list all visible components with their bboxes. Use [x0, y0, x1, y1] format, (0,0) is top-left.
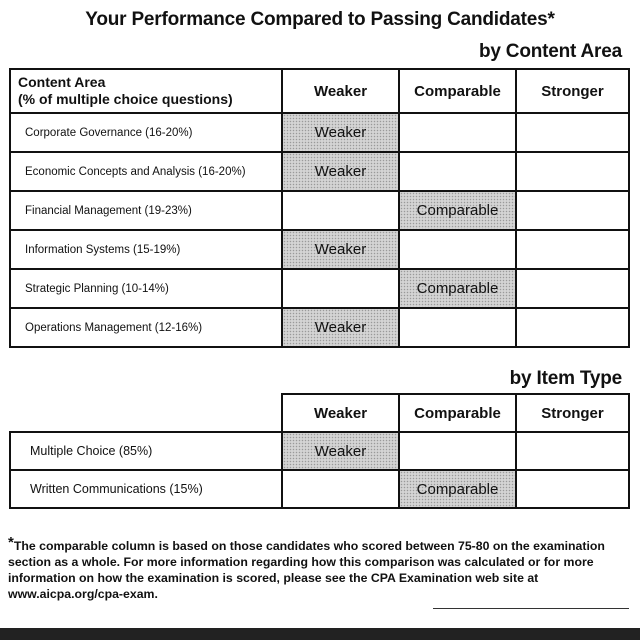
- result-cell-stronger: [516, 470, 629, 508]
- row-label: Information Systems (15-19%): [10, 230, 282, 269]
- result-cell-weaker: [282, 308, 399, 347]
- footnote-text: The comparable column is based on those candidates who scored between 75-80 on the examination section as a whole. For more information regarding how this comparison was calculated or for more information on how the examination is scored, please see the CPA Examination web site at www.aicpa.org/cpa-exam.: [8, 539, 605, 601]
- result-cell-weaker: [282, 269, 399, 308]
- footnote: [8, 534, 620, 602]
- result-cell-weaker: [282, 113, 399, 152]
- footnote-marker: *: [8, 534, 14, 551]
- result-mark: Weaker: [314, 163, 367, 180]
- result-mark: Weaker: [314, 319, 367, 336]
- column-header-stronger: Stronger: [516, 69, 629, 113]
- result-cell-stronger: [516, 432, 629, 470]
- table-header-row: [10, 69, 629, 113]
- result-cell-comparable: [399, 470, 516, 508]
- section-title-content-area: by Content Area: [478, 41, 622, 62]
- table-row: [10, 308, 629, 347]
- column-header-weaker: Weaker: [282, 69, 399, 113]
- result-cell-weaker: [282, 152, 399, 191]
- table-row: [10, 113, 629, 152]
- content-area-table: [9, 68, 630, 348]
- result-cell-comparable: [399, 269, 516, 308]
- result-cell-comparable: [399, 191, 516, 230]
- column-header-comparable: Comparable: [399, 69, 516, 113]
- result-cell-weaker: [282, 470, 399, 508]
- result-cell-stronger: [516, 113, 629, 152]
- row-label: Financial Management (19-23%): [10, 191, 282, 230]
- item-type-table: [9, 393, 630, 509]
- content-area-header-line1: Content Area: [18, 74, 106, 90]
- row-label: Economic Concepts and Analysis (16-20%): [10, 152, 282, 191]
- content-area-header-line2: (% of multiple choice questions): [18, 91, 233, 107]
- result-cell-weaker: [282, 191, 399, 230]
- column-header-stronger: Stronger: [516, 394, 629, 432]
- result-cell-comparable: [399, 113, 516, 152]
- result-mark: Weaker: [314, 241, 367, 258]
- table-row: [10, 191, 629, 230]
- row-label: Operations Management (12-16%): [10, 308, 282, 347]
- row-label: Strategic Planning (10-14%): [10, 269, 282, 308]
- signature-line: [433, 608, 629, 609]
- result-mark: Weaker: [314, 442, 367, 460]
- column-header-weaker: Weaker: [282, 394, 399, 432]
- result-cell-stronger: [516, 308, 629, 347]
- row-label: Written Communications (15%): [10, 470, 282, 508]
- result-cell-weaker: [282, 432, 399, 470]
- table-row: [10, 152, 629, 191]
- page-title: Your Performance Compared to Passing Candidates*: [85, 9, 555, 30]
- table-row: [10, 470, 629, 508]
- section-title-item-type: by Item Type: [509, 368, 622, 389]
- result-cell-stronger: [516, 269, 629, 308]
- blank-header-cell: [10, 394, 282, 432]
- result-cell-stronger: [516, 152, 629, 191]
- table-header-row: [10, 394, 629, 432]
- column-header-comparable: Comparable: [399, 394, 516, 432]
- result-mark: Weaker: [314, 124, 367, 141]
- result-mark: Comparable: [416, 202, 499, 219]
- row-label: Corporate Governance (16-20%): [10, 113, 282, 152]
- result-cell-comparable: [399, 230, 516, 269]
- result-cell-comparable: [399, 432, 516, 470]
- result-cell-comparable: [399, 152, 516, 191]
- content-area-header: [10, 69, 282, 113]
- result-mark: Comparable: [416, 480, 499, 498]
- result-cell-comparable: [399, 308, 516, 347]
- bottom-bar: [0, 628, 640, 640]
- result-cell-stronger: [516, 230, 629, 269]
- row-label: Multiple Choice (85%): [10, 432, 282, 470]
- table-row: [10, 230, 629, 269]
- table-row: [10, 432, 629, 470]
- result-cell-stronger: [516, 191, 629, 230]
- result-cell-weaker: [282, 230, 399, 269]
- result-mark: Comparable: [416, 280, 499, 297]
- table-row: [10, 269, 629, 308]
